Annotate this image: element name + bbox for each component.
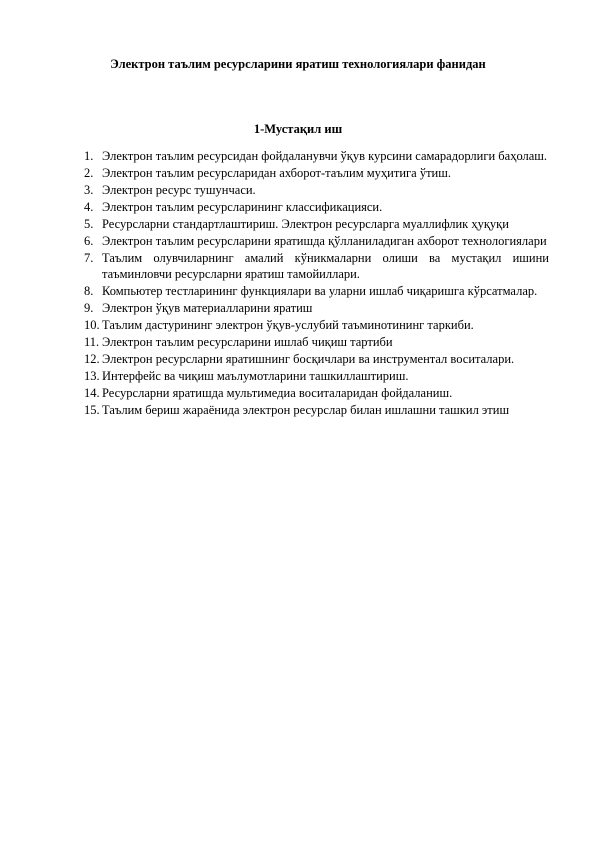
list-item-text: Таълим бериш жараёнида электрон ресурслар билан ишлашни ташкил этиш: [102, 403, 510, 417]
list-item-number: 13.: [84, 369, 100, 383]
list-item: [84, 216, 549, 232]
list-item: [84, 233, 549, 249]
list-item-text: Электрон ресурс тушунчаси.: [102, 183, 256, 197]
list-item-text: Электрон таълим ресурсидан фойдаланувчи ўқув курсини самарадорлиги баҳолаш.: [102, 149, 548, 163]
list-item: [84, 250, 549, 282]
list-item-number: 8.: [84, 284, 94, 298]
list-item-number: 9.: [84, 301, 94, 315]
list-item-number: 12.: [84, 352, 100, 366]
list-item-number: 7.: [84, 251, 94, 265]
list-item-number: 1.: [84, 149, 94, 163]
list-item-number: 10.: [84, 318, 100, 332]
task-list: [84, 148, 549, 419]
list-item: [84, 283, 549, 299]
list-item-text: Электрон таълим ресурсларининг классификацияси.: [102, 200, 383, 214]
list-item: [84, 148, 549, 164]
list-item-number: 5.: [84, 217, 94, 231]
list-item: [84, 300, 549, 316]
list-item: [84, 385, 549, 401]
list-item-number: 15.: [84, 403, 100, 417]
list-item-number: 11.: [84, 335, 100, 349]
list-item-text: Компьютер тестларининг функциялари ва уларни ишлаб чиқаришга кўрсатмалар.: [102, 284, 538, 298]
list-item-text: Электрон ўқув материалларини яратиш: [102, 301, 313, 315]
list-item-text: Таълим олувчиларнинг амалий кўникмаларни олиши ва мустақил ишини таъминловчи ресурсларни яратиш тамойиллари.: [102, 251, 549, 281]
document-subtitle: 1-Мустақил иш: [253, 122, 343, 136]
list-item-text: Ресурсларни яратишда мультимедиа воситаларидан фойдаланиш.: [102, 386, 453, 400]
list-item: [84, 317, 549, 333]
list-item-text: Электрон таълим ресурсларини ишлаб чиқиш тартиби: [102, 335, 393, 349]
list-item: [84, 165, 549, 181]
list-item-text: Ресурсларни стандартлаштириш. Электрон ресурсларга муаллифлик ҳуқуқи: [102, 217, 509, 231]
list-item-text: Электрон ресурсларни яратишнинг босқичлари ва инструментал воситалари.: [102, 352, 515, 366]
list-item-number: 6.: [84, 234, 94, 248]
list-item-text: Электрон таълим ресурсларидан ахборот-таълим муҳитига ўтиш.: [102, 166, 451, 180]
document-title: Электрон таълим ресурсларини яратиш технологиялари фанидан: [110, 57, 486, 71]
list-item: [84, 368, 549, 384]
list-item-number: 3.: [84, 183, 94, 197]
list-item-text: Электрон таълим ресурсларини яратишда қўлланиладиган ахборот технологиялари: [102, 234, 547, 248]
list-item: [84, 402, 549, 418]
list-item-number: 14.: [84, 386, 100, 400]
list-item: [84, 182, 549, 198]
list-item: [84, 334, 549, 350]
list-item-number: 4.: [84, 200, 94, 214]
list-item-text: Интерфейс ва чиқиш маълумотларини ташкиллаштириш.: [102, 369, 409, 383]
list-item-number: 2.: [84, 166, 94, 180]
list-item: [84, 351, 549, 367]
list-item: [84, 199, 549, 215]
list-item-text: Таълим дастурининг электрон ўқув-услубий таъминотининг таркиби.: [102, 318, 474, 332]
